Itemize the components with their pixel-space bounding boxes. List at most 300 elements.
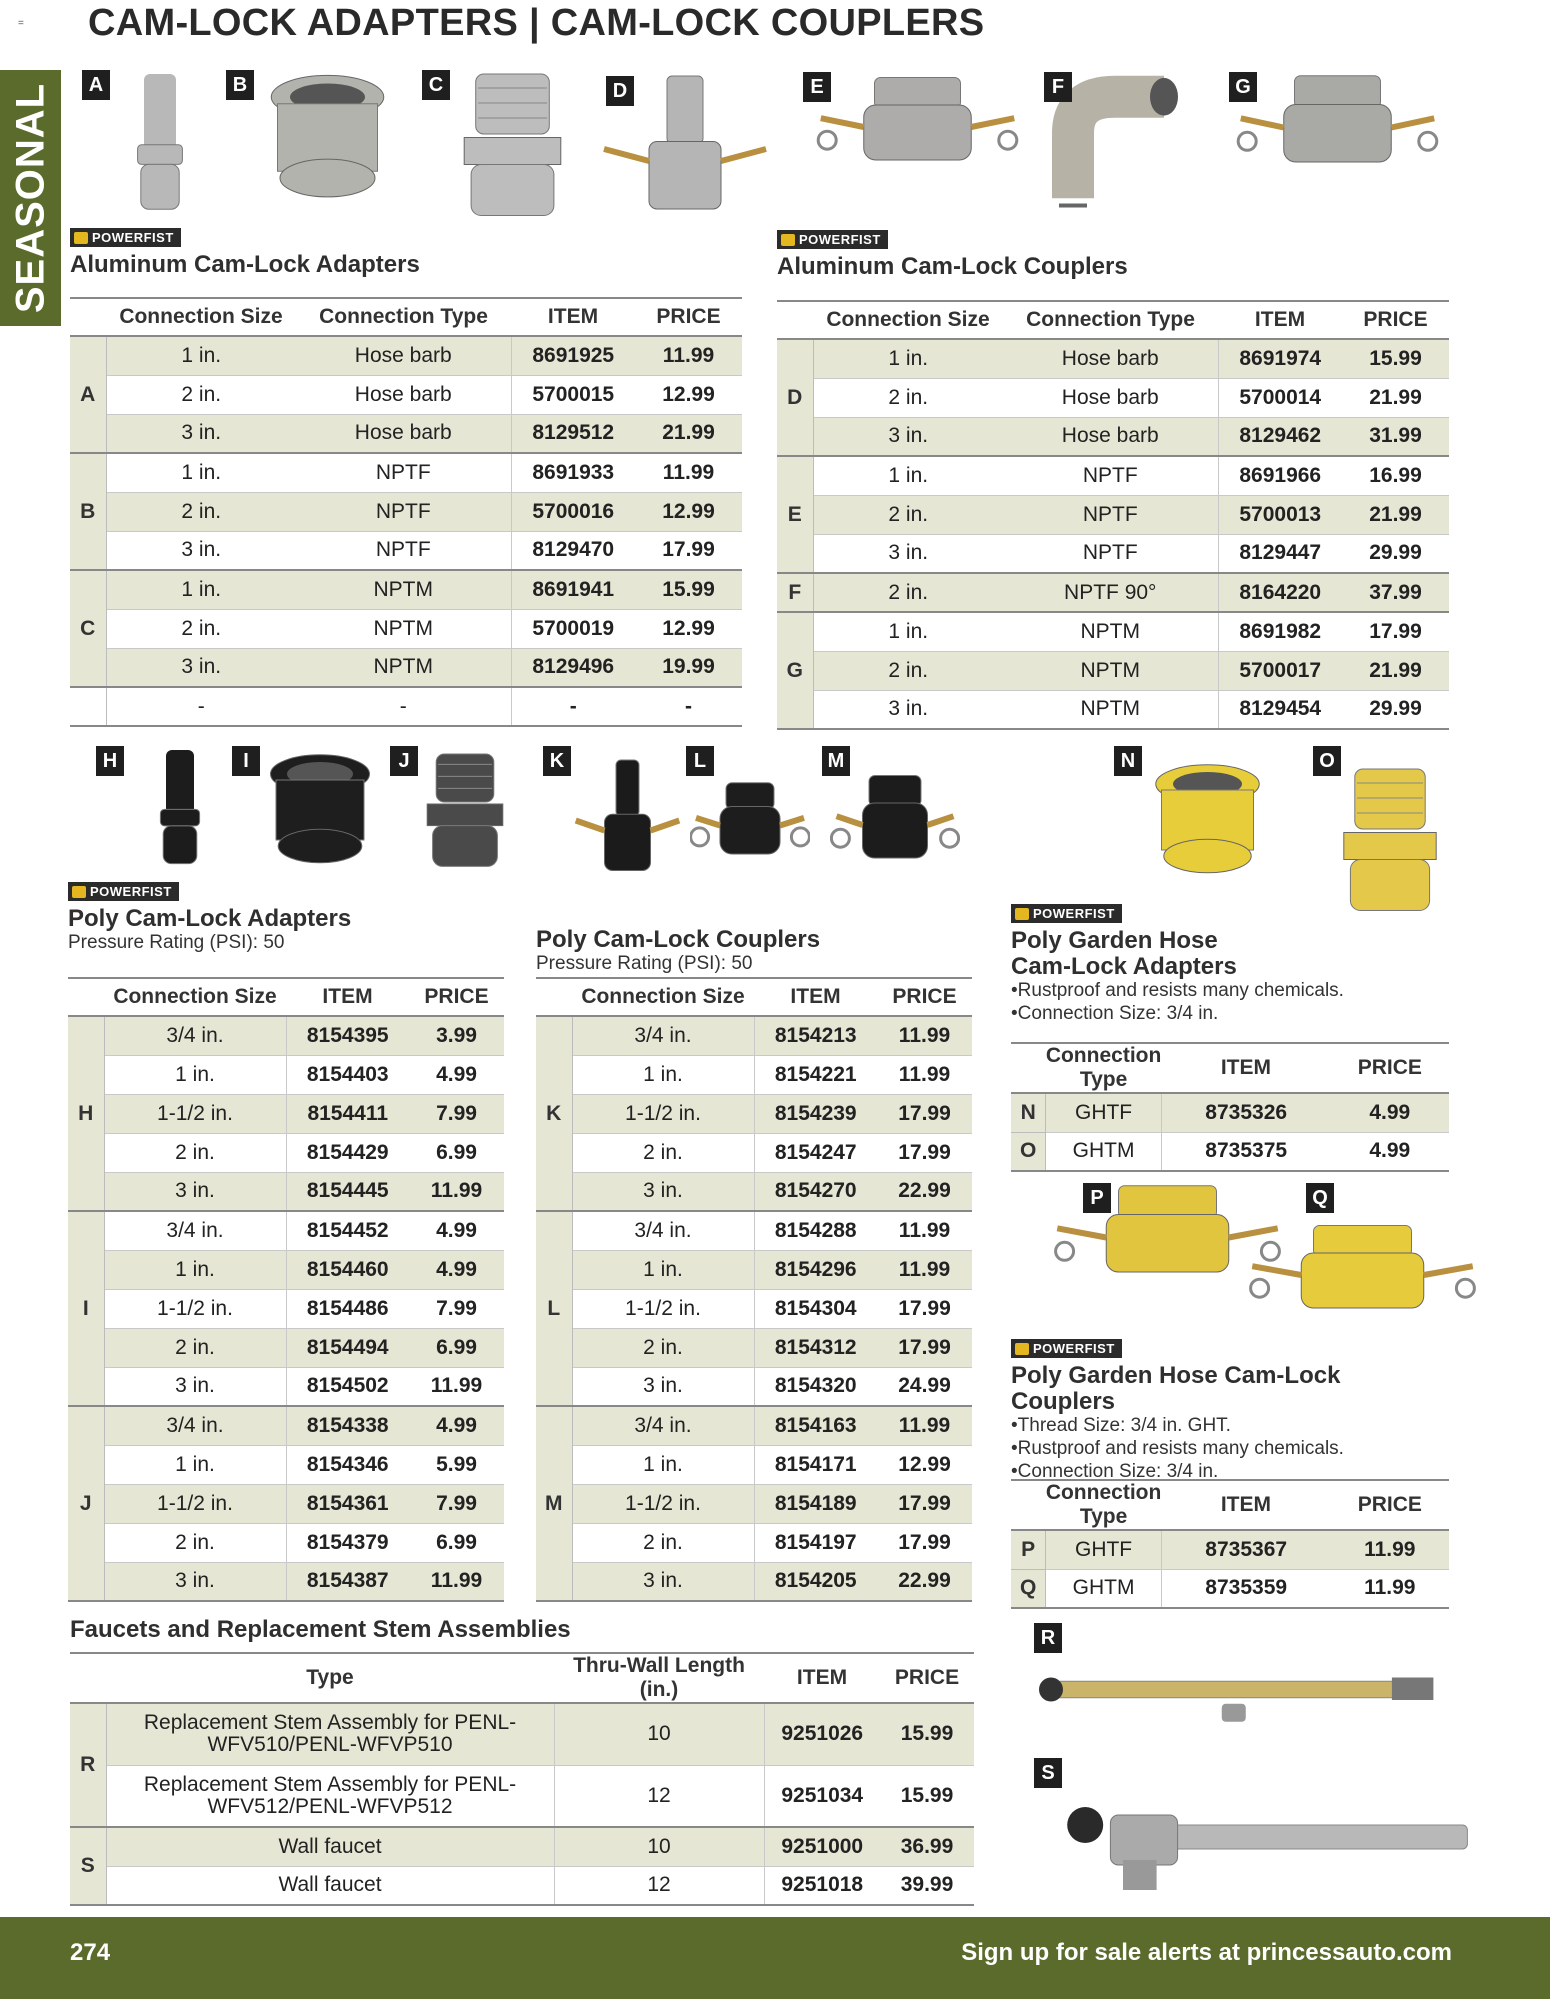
photo-label-p: P: [1083, 1183, 1111, 1213]
item-number: 8154205: [754, 1562, 877, 1601]
item-number: 8129447: [1218, 534, 1342, 573]
item-number: 5700019: [511, 609, 635, 648]
group-label: I: [68, 1211, 104, 1406]
table-cell: 3/4 in.: [104, 1211, 286, 1250]
table-body: [1011, 1093, 1449, 1171]
photo-label-d: D: [606, 76, 634, 106]
table-cell: Wall faucet: [106, 1827, 554, 1866]
table-row: [777, 456, 1449, 495]
table-cell: 12: [554, 1765, 764, 1827]
item-number: 8154288: [754, 1211, 877, 1250]
garden-couplers-title: Poly Garden Hose Cam-Lock Couplers: [1011, 1361, 1341, 1415]
photo-label-j: J: [390, 746, 418, 776]
header-row: [1011, 1480, 1449, 1530]
item-number: 8154189: [754, 1484, 877, 1523]
item-number: 9251034: [764, 1765, 880, 1827]
table-cell: NPTM: [296, 570, 511, 609]
table-cell: 2 in.: [813, 573, 1003, 612]
table-row: [68, 1367, 504, 1406]
table-cell: 1 in.: [104, 1445, 286, 1484]
group-label: S: [70, 1827, 106, 1905]
product-photo-e: [810, 72, 1025, 187]
sale-alerts-link[interactable]: Sign up for sale alerts at princessauto.com: [961, 1939, 1452, 1966]
table-cell: 3 in.: [813, 534, 1003, 573]
group-label: E: [777, 456, 813, 573]
table-cell: NPTM: [1003, 690, 1218, 729]
group-label: A: [70, 336, 106, 453]
table-cell: 2 in.: [104, 1328, 286, 1367]
table-cell: Wall faucet: [106, 1866, 554, 1905]
table-row: [70, 414, 742, 453]
item-number: 8154403: [286, 1055, 409, 1094]
table-header: [1011, 1480, 1449, 1530]
table-header: [1011, 1043, 1449, 1093]
table-row: [536, 1484, 972, 1523]
column-header: Connection Size: [106, 298, 296, 336]
header-row: [70, 298, 742, 336]
page-number: 274: [70, 1939, 111, 1966]
table-header: [68, 978, 504, 1016]
price-cell: 11.99: [877, 1250, 972, 1289]
item-number: 8154502: [286, 1367, 409, 1406]
table-cell: 3 in.: [572, 1562, 754, 1601]
table-cell: 1 in.: [104, 1055, 286, 1094]
group-label: L: [536, 1211, 572, 1406]
table-cell: 3/4 in.: [104, 1016, 286, 1055]
item-number: 8154445: [286, 1172, 409, 1211]
column-header: Connection Type: [1045, 1044, 1162, 1091]
item-number: 8154429: [286, 1133, 409, 1172]
table-cell: 1 in.: [106, 570, 296, 609]
header-spacer: [536, 978, 572, 1016]
item-number: 8691941: [511, 570, 635, 609]
table-cell: Replacement Stem Assembly for PENL-WFV510/PENL-WFVP510: [106, 1703, 554, 1765]
powerfist-brand-logo: POWERFIST: [70, 228, 181, 247]
table-cell: Hose barb: [1003, 339, 1218, 378]
price-cell: 17.99: [877, 1328, 972, 1367]
table-cell: -: [296, 687, 511, 726]
photo-label-e: E: [803, 72, 831, 102]
powerfist-brand-logo: POWERFIST: [1011, 904, 1122, 923]
item-number: 8154411: [286, 1094, 409, 1133]
table-cell: 3 in.: [104, 1172, 286, 1211]
header-spacer: [1011, 1480, 1046, 1530]
table-cell: Hose barb: [1003, 417, 1218, 456]
table-cell: 1-1/2 in.: [572, 1289, 754, 1328]
table-row: [536, 1289, 972, 1328]
bullet-item: •Rustproof and resists many chemicals.: [1011, 980, 1344, 1002]
faucets-title: Faucets and Replacement Stem Assemblies: [70, 1616, 571, 1643]
table-cell: 3 in.: [106, 414, 296, 453]
column-header: PRICE: [1342, 301, 1449, 339]
table-row: [536, 1406, 972, 1445]
photo-label-a: A: [82, 70, 110, 100]
table-row: [1011, 1093, 1449, 1132]
table-row: [68, 1055, 504, 1094]
column-header: PRICE: [877, 978, 972, 1016]
item-number: 8154304: [754, 1289, 877, 1328]
photo-label-m: M: [822, 746, 850, 776]
product-photo-q: [1240, 1220, 1485, 1335]
product-photo-g: [1230, 70, 1445, 190]
table-cell: NPTF: [296, 453, 511, 492]
price-cell: 11.99: [877, 1055, 972, 1094]
table-row: [777, 339, 1449, 378]
item-number: -: [511, 687, 635, 726]
group-label: F: [777, 573, 813, 612]
photo-label-n: N: [1114, 746, 1142, 776]
price-cell: 7.99: [409, 1289, 504, 1328]
garden-adapters-table: [1011, 1042, 1449, 1172]
item-number: 8129512: [511, 414, 635, 453]
group-label: C: [70, 570, 106, 687]
item-number: 5700017: [1218, 651, 1342, 690]
item-number: 5700013: [1218, 495, 1342, 534]
garden-couplers-bullets: [1011, 1415, 1449, 1483]
price-cell: 17.99: [1342, 612, 1449, 651]
price-cell: 6.99: [409, 1328, 504, 1367]
item-number: 8691966: [1218, 456, 1342, 495]
table-cell: NPTM: [296, 648, 511, 687]
photo-label-o: O: [1313, 746, 1341, 776]
item-number: 8129454: [1218, 690, 1342, 729]
price-cell: 21.99: [1342, 495, 1449, 534]
item-number: 8154361: [286, 1484, 409, 1523]
table-header: [777, 301, 1449, 339]
aluminum-adapters-section: [70, 228, 742, 278]
table-cell: 3/4 in.: [572, 1406, 754, 1445]
item-number: 8691925: [511, 336, 635, 375]
price-cell: 12.99: [877, 1445, 972, 1484]
table-cell: NPTF: [1003, 456, 1218, 495]
item-number: 8154338: [286, 1406, 409, 1445]
column-header: Connection Size: [572, 978, 754, 1016]
table-row: [70, 453, 742, 492]
photo-label-s: S: [1034, 1758, 1062, 1788]
table-cell: 1 in.: [813, 339, 1003, 378]
price-cell: 17.99: [877, 1133, 972, 1172]
table-row: [68, 1289, 504, 1328]
column-header: PRICE: [1331, 1043, 1449, 1093]
poly-couplers-table: [536, 977, 972, 1602]
table-row: [68, 1016, 504, 1055]
header-row: [536, 978, 972, 1016]
photo-label-c: C: [422, 70, 450, 100]
table-cell: Replacement Stem Assembly for PENL-WFV512/PENL-WFVP512: [106, 1765, 554, 1827]
item-number: 9251000: [764, 1827, 880, 1866]
item-number: 8154346: [286, 1445, 409, 1484]
table-cell: 2 in.: [104, 1133, 286, 1172]
item-number: 8154494: [286, 1328, 409, 1367]
price-cell: 24.99: [877, 1367, 972, 1406]
item-number: 8691982: [1218, 612, 1342, 651]
brand-icon: [72, 886, 86, 898]
price-cell: 6.99: [409, 1523, 504, 1562]
table-row: [777, 495, 1449, 534]
table-cell: 3 in.: [813, 417, 1003, 456]
price-cell: 11.99: [877, 1211, 972, 1250]
item-number: 9251018: [764, 1866, 880, 1905]
table-row: [536, 1094, 972, 1133]
item-number: 8164220: [1218, 573, 1342, 612]
poly-couplers-title: Poly Cam-Lock Couplers: [536, 926, 821, 953]
table-row: [536, 1250, 972, 1289]
table-row: [536, 1016, 972, 1055]
price-cell: 15.99: [1342, 339, 1449, 378]
table-row: [777, 690, 1449, 729]
column-header: ITEM: [511, 298, 635, 336]
garden-couplers-section: [1011, 1339, 1449, 1484]
table-cell: 2 in.: [813, 495, 1003, 534]
table-body: [536, 1016, 972, 1601]
header-row: [68, 978, 504, 1016]
group-label: B: [70, 453, 106, 570]
table-cell: 1-1/2 in.: [104, 1484, 286, 1523]
item-number: 8154270: [754, 1172, 877, 1211]
aluminum-couplers-table: [777, 300, 1449, 730]
price-cell: 15.99: [635, 570, 742, 609]
price-cell: 11.99: [877, 1016, 972, 1055]
table-cell: 1 in.: [813, 612, 1003, 651]
price-cell: 17.99: [635, 531, 742, 570]
table-body: [777, 339, 1449, 729]
table-row: [68, 1094, 504, 1133]
bullet-item: •Connection Size: 3/4 in.: [1011, 1003, 1219, 1025]
table-cell: 12: [554, 1866, 764, 1905]
column-header: Connection Size: [813, 301, 1003, 339]
table-header: [536, 978, 972, 1016]
price-cell: 11.99: [409, 1562, 504, 1601]
column-header: PRICE: [880, 1653, 974, 1703]
column-header: Connection Type: [296, 298, 511, 336]
table-row: [777, 378, 1449, 417]
table-cell: 3 in.: [104, 1562, 286, 1601]
product-photo-b: [265, 70, 390, 210]
table-cell: 3 in.: [572, 1367, 754, 1406]
faucets-section: [70, 1614, 974, 1643]
item-number: 8154213: [754, 1016, 877, 1055]
table-cell: 3 in.: [106, 531, 296, 570]
table-cell: 1 in.: [106, 453, 296, 492]
table-cell: 3 in.: [106, 648, 296, 687]
column-header: PRICE: [409, 978, 504, 1016]
price-cell: 11.99: [635, 453, 742, 492]
brand-icon: [1015, 1343, 1029, 1355]
table-row: [68, 1406, 504, 1445]
table-row: [70, 1866, 974, 1905]
group-label: J: [68, 1406, 104, 1601]
table-cell: GHTF: [1046, 1093, 1162, 1132]
table-cell: 1-1/2 in.: [104, 1094, 286, 1133]
table-row: [536, 1055, 972, 1094]
price-cell: 11.99: [1331, 1530, 1449, 1569]
garden-adapters-title-line2: Cam-Lock Adapters: [1011, 952, 1237, 980]
price-cell: 39.99: [880, 1866, 974, 1905]
photo-label-r: R: [1034, 1623, 1062, 1653]
faucets-table: [70, 1652, 974, 1906]
bullet-item: •Connection Size: 3/4 in.: [1011, 1460, 1219, 1482]
table-body: [68, 1016, 504, 1601]
table-row: [70, 336, 742, 375]
powerfist-brand-logo: POWERFIST: [777, 230, 888, 249]
header-spacer: [68, 978, 104, 1016]
table-cell: 2 in.: [813, 378, 1003, 417]
item-number: 8129470: [511, 531, 635, 570]
item-number: 8154395: [286, 1016, 409, 1055]
header-row: [1011, 1043, 1449, 1093]
page-footer: [0, 1917, 1550, 1999]
table-row: [68, 1250, 504, 1289]
powerfist-brand-logo: POWERFIST: [68, 882, 179, 901]
table-cell: 1-1/2 in.: [572, 1094, 754, 1133]
table-cell: 3/4 in.: [572, 1211, 754, 1250]
table-cell: 2 in.: [572, 1523, 754, 1562]
table-row: [536, 1133, 972, 1172]
price-cell: 4.99: [409, 1250, 504, 1289]
column-header: Thru-Wall Length (in.): [554, 1653, 764, 1703]
group-label: K: [536, 1016, 572, 1211]
price-cell: 36.99: [880, 1827, 974, 1866]
item-number: 8735375: [1161, 1132, 1330, 1171]
item-number: 8154312: [754, 1328, 877, 1367]
price-cell: 11.99: [1331, 1569, 1449, 1608]
poly-adapters-table: [68, 977, 504, 1602]
table-cell: NPTM: [1003, 651, 1218, 690]
product-photo-c: [455, 70, 570, 225]
table-cell: 3/4 in.: [572, 1016, 754, 1055]
item-number: 5700016: [511, 492, 635, 531]
table-cell: 10: [554, 1703, 764, 1765]
table-row: [68, 1445, 504, 1484]
photo-label-h: H: [96, 746, 124, 776]
poly-adapters-subtitle: Pressure Rating (PSI): 50: [68, 931, 285, 953]
powerfist-brand-logo: POWERFIST: [1011, 1339, 1122, 1358]
table-row: [777, 534, 1449, 573]
price-cell: 17.99: [877, 1094, 972, 1133]
table-row: [70, 375, 742, 414]
column-header: PRICE: [1331, 1480, 1449, 1530]
seasonal-side-tab[interactable]: [0, 70, 61, 326]
table-body: [70, 336, 742, 726]
table-row: [1011, 1569, 1449, 1608]
column-header: ITEM: [286, 978, 409, 1016]
item-number: 8154296: [754, 1250, 877, 1289]
photo-label-g: G: [1229, 72, 1257, 102]
table-cell: Hose barb: [1003, 378, 1218, 417]
table-body: [1011, 1530, 1449, 1608]
product-photo-l: [690, 778, 810, 878]
brand-icon: [1015, 908, 1029, 920]
table-row: [777, 573, 1449, 612]
price-cell: 11.99: [635, 336, 742, 375]
table-cell: NPTF: [1003, 534, 1218, 573]
table-row: [70, 1703, 974, 1765]
table-cell: 1 in.: [813, 456, 1003, 495]
column-header: Type: [106, 1653, 554, 1703]
garden-adapters-section: [1011, 904, 1449, 1026]
table-row: [777, 612, 1449, 651]
product-photo-n: [1150, 760, 1265, 885]
column-header: Connection Size: [104, 978, 286, 1016]
photo-label-f: F: [1044, 72, 1072, 102]
table-row: [536, 1328, 972, 1367]
table-row: [70, 687, 742, 726]
table-cell: NPTM: [296, 609, 511, 648]
column-header: Connection Type: [1045, 1481, 1162, 1528]
photo-label-i: I: [232, 746, 260, 776]
brand-icon: [74, 232, 88, 244]
garden-couplers-table: [1011, 1479, 1449, 1609]
table-row: [70, 1765, 974, 1827]
row-label: P: [1011, 1530, 1046, 1569]
table-cell: NPTF 90°: [1003, 573, 1218, 612]
price-cell: 17.99: [877, 1484, 972, 1523]
table-cell: 2 in.: [106, 492, 296, 531]
table-row: [777, 651, 1449, 690]
table-cell: 1 in.: [572, 1055, 754, 1094]
table-row: [1011, 1132, 1449, 1171]
brand-icon: [781, 234, 795, 246]
table-cell: -: [106, 687, 296, 726]
table-row: [70, 570, 742, 609]
item-number: 8154460: [286, 1250, 409, 1289]
table-row: [536, 1523, 972, 1562]
table-cell: Hose barb: [296, 375, 511, 414]
price-cell: 4.99: [409, 1406, 504, 1445]
item-number: 8154163: [754, 1406, 877, 1445]
column-header: ITEM: [1218, 301, 1342, 339]
price-cell: 29.99: [1342, 690, 1449, 729]
header-row: [70, 1653, 974, 1703]
table-header: [70, 1653, 974, 1703]
header-spacer: [1011, 1043, 1046, 1093]
header-spacer: [70, 298, 106, 336]
product-photo-j: [420, 750, 510, 875]
table-cell: 1 in.: [572, 1250, 754, 1289]
group-label: D: [777, 339, 813, 456]
product-photo-a: [120, 72, 200, 217]
photo-label-q: Q: [1306, 1183, 1334, 1213]
item-number: 8691933: [511, 453, 635, 492]
item-number: 8735367: [1161, 1530, 1330, 1569]
price-cell: 11.99: [409, 1367, 504, 1406]
price-cell: 5.99: [409, 1445, 504, 1484]
table-cell: 3 in.: [572, 1172, 754, 1211]
price-cell: 15.99: [880, 1703, 974, 1765]
item-number: 8129496: [511, 648, 635, 687]
garden-adapters-bullets: [1011, 980, 1449, 1026]
table-row: [536, 1445, 972, 1484]
price-cell: 12.99: [635, 609, 742, 648]
price-cell: 12.99: [635, 492, 742, 531]
item-number: 8735326: [1161, 1093, 1330, 1132]
item-number: 8154197: [754, 1523, 877, 1562]
bullet-item: •Thread Size: 3/4 in. GHT.: [1011, 1415, 1231, 1437]
price-cell: 17.99: [877, 1523, 972, 1562]
side-tab-label: SEASONAL: [8, 82, 52, 314]
price-cell: 16.99: [1342, 456, 1449, 495]
table-row: [536, 1172, 972, 1211]
item-number: 8154379: [286, 1523, 409, 1562]
group-label: G: [777, 612, 813, 729]
photo-label-k: K: [543, 746, 571, 776]
table-cell: NPTF: [296, 492, 511, 531]
price-cell: 31.99: [1342, 417, 1449, 456]
table-cell: 1-1/2 in.: [572, 1484, 754, 1523]
photo-label-b: B: [226, 70, 254, 100]
item-number: 8154221: [754, 1055, 877, 1094]
column-header: ITEM: [1161, 1480, 1330, 1530]
